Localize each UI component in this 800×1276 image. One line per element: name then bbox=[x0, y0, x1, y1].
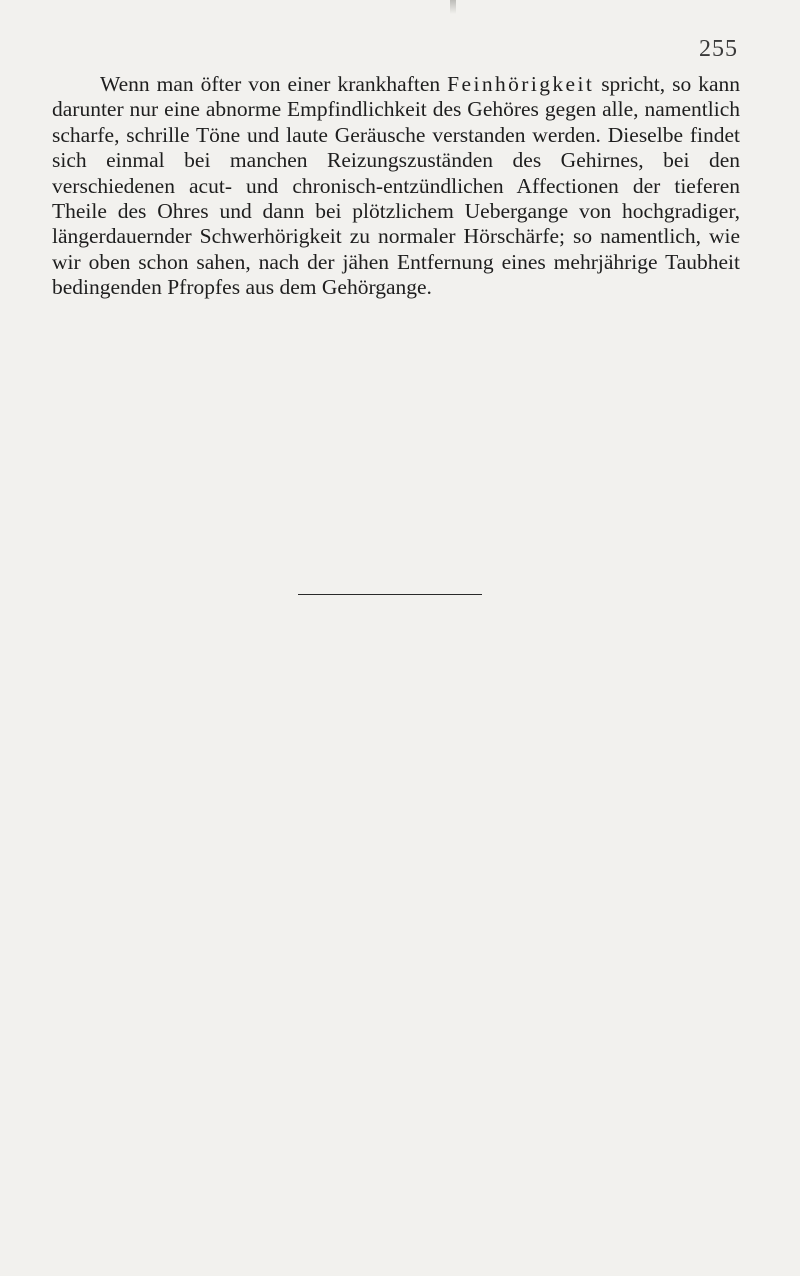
page-number: 255 bbox=[699, 36, 738, 62]
body-paragraph bbox=[52, 72, 740, 301]
section-divider bbox=[298, 594, 482, 595]
emphasized-term: Feinhörigkeit bbox=[447, 72, 595, 96]
paragraph-text-rest: spricht, so kann darunter nur eine abnorme Empfindlichkeit des Gehöres gegen alle, namentlich scharfe, schrille Töne und laute Geräusche verstanden werden. Dieselbe findet sich einmal bei manchen Reizungszuständen des Gehirnes, bei den verschiedenen acut- und chronisch-entzündlichen Affectionen der tieferen Theile des Ohres und dann bei plötzlichem Uebergange von hochgradiger, längerdauernder Schwerhörigkeit zu normaler Hörschärfe; so namentlich, wie wir oben schon sahen, nach der jähen Entfernung eines mehrjährige Taubheit bedingenden Pfropfes aus dem Gehörgange. bbox=[52, 72, 740, 300]
scan-edge-mark bbox=[450, 0, 456, 14]
paragraph-text-start: Wenn man öfter von einer krankhaften bbox=[100, 72, 448, 96]
